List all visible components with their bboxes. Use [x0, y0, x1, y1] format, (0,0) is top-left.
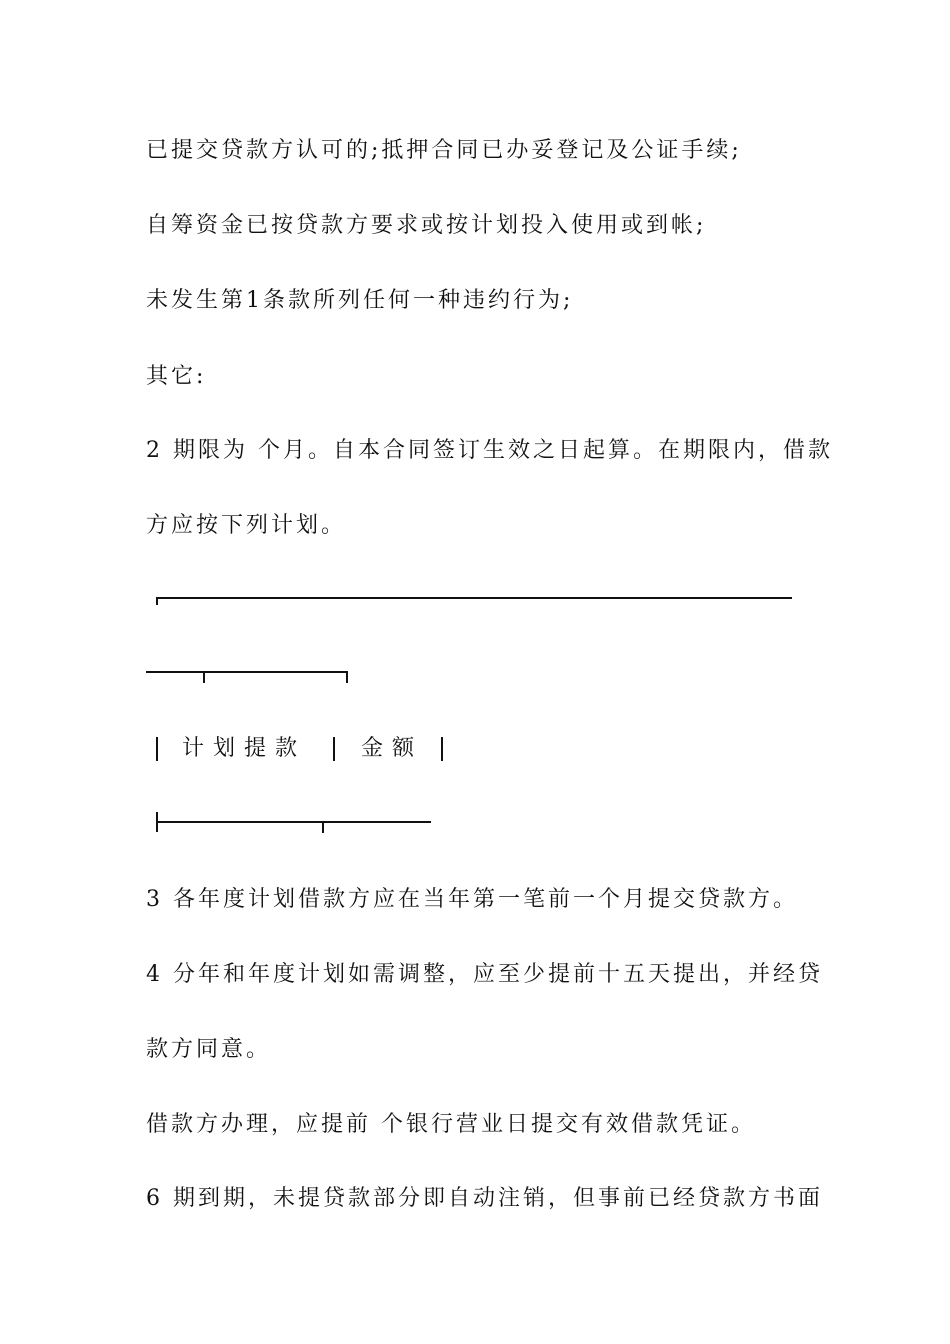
- paragraph-line: 款方同意。: [146, 1037, 272, 1062]
- table-mid-bar: [333, 737, 335, 761]
- table-bottom-border: [156, 821, 431, 823]
- table-mid-tick: [203, 671, 205, 683]
- paragraph-line: 已提交贷款方认可的;抵押合同已办妥登记及公证手续;: [146, 138, 742, 163]
- table-top-left-corner: [156, 597, 158, 605]
- table-mid-right-corner: [346, 671, 348, 683]
- paragraph-line: 2 期限为 个月。自本合同签订生效之日起算。在期限内，借款: [146, 438, 833, 463]
- table-top-border: [156, 597, 792, 599]
- table-header-amount: 金额: [361, 736, 424, 761]
- paragraph-line: 其它:: [146, 364, 207, 389]
- paragraph-line: 借款方办理，应提前 个银行营业日提交有效借款凭证。: [146, 1112, 756, 1137]
- table-mid-border: [146, 671, 348, 673]
- paragraph-line: 6 期到期，未提贷款部分即自动注销，但事前已经贷款方书面: [146, 1186, 823, 1211]
- table-bottom-tick: [322, 821, 324, 833]
- paragraph-line: 3 各年度计划借款方应在当年第一笔前一个月提交贷款方。: [146, 887, 798, 912]
- paragraph-line: 4 分年和年度计划如需调整，应至少提前十五天提出，并经贷: [146, 962, 823, 987]
- paragraph-line: 未发生第1条款所列任何一种违约行为;: [146, 288, 574, 313]
- paragraph-line: 自筹资金已按贷款方要求或按计划投入使用或到帐;: [146, 213, 707, 238]
- table-header-plan: 计划提款: [182, 736, 307, 761]
- table-left-bar: [156, 737, 158, 761]
- paragraph-line: 方应按下列计划。: [146, 513, 347, 538]
- table-right-bar: [441, 737, 443, 761]
